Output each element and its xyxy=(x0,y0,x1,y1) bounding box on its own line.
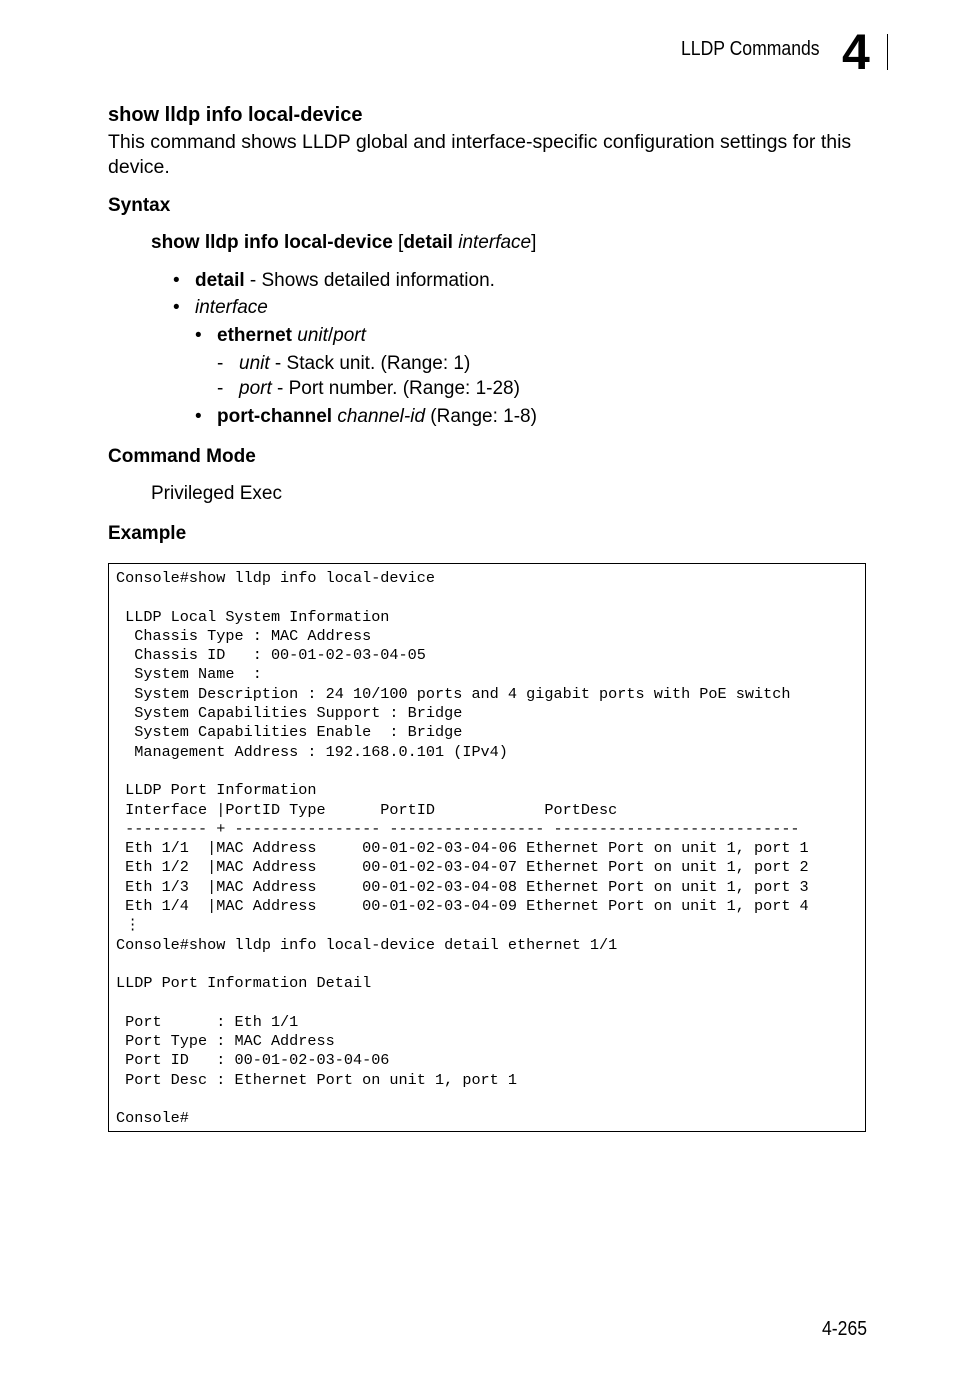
sub-bullet-port-text: - Port number. (Range: 1-28) xyxy=(271,378,520,399)
bullet-detail-text: - Shows detailed information. xyxy=(244,270,495,291)
bullet-interface-term: interface xyxy=(195,297,268,318)
bullet-ethernet-term: ethernet xyxy=(217,325,292,346)
chapter-tab xyxy=(842,24,888,80)
bullet-ethernet-slash: / xyxy=(327,325,334,346)
dash-marker-unit: - xyxy=(217,353,224,374)
sub-bullet-unit-text: - Stack unit. (Range: 1) xyxy=(269,353,471,374)
command-description: This command shows LLDP global and interface-specific configuration settings for this device. xyxy=(108,131,852,178)
syntax-heading: Syntax xyxy=(108,195,171,216)
bullet-marker-port-channel: • xyxy=(195,406,202,427)
bullet-port-channel-term: port-channel xyxy=(217,406,333,427)
bullet-ethernet xyxy=(217,325,366,347)
sub-bullet-port xyxy=(239,378,520,400)
bullet-port-channel xyxy=(217,406,537,428)
sub-bullet-unit-term: unit xyxy=(239,353,270,374)
syntax-line xyxy=(151,232,536,254)
syntax-detail-keyword: detail xyxy=(403,232,453,253)
bullet-marker-interface: • xyxy=(173,297,180,318)
bullet-ethernet-unit: unit xyxy=(297,325,328,346)
running-header: LLDP Commands xyxy=(681,38,820,60)
sub-bullet-port-term: port xyxy=(239,378,272,399)
page-number: 4-265 xyxy=(822,1318,868,1340)
bullet-port-channel-arg: channel-id xyxy=(337,406,426,427)
bullet-marker-detail: • xyxy=(173,270,180,291)
bullet-marker-ethernet: • xyxy=(195,325,202,346)
sub-bullet-unit xyxy=(239,353,470,375)
command-mode-heading: Command Mode xyxy=(108,446,256,467)
bullet-ethernet-port: port xyxy=(333,325,366,346)
command-title: show lldp info local-device xyxy=(108,104,363,126)
bullet-detail xyxy=(195,270,495,292)
command-mode-value: Privileged Exec xyxy=(151,483,282,504)
syntax-close-bracket: ] xyxy=(531,232,537,253)
syntax-interface-param: interface xyxy=(458,232,532,253)
example-code-box xyxy=(108,563,866,1132)
chapter-number: 4 xyxy=(842,24,870,80)
bullet-detail-term: detail xyxy=(195,270,245,291)
example-heading: Example xyxy=(108,523,187,544)
bullet-port-channel-text: (Range: 1-8) xyxy=(425,406,537,427)
example-code: Console#show lldp info local-device LLDP Local System Information Chassis Type : MAC Address Chassis ID : 00-01-02-03-04-05 System Name : System Description : 24 10/100 ports and 4 gigabit ports with PoE switch System Capabilities Support : Bridge System Capabilities Enable : Bridge Management Address : 192.168.0.101 (IPv4) LLDP Port Information Interface |PortID Type PortID PortDesc --------- + ---------------- ----------------- --------------------------- Eth 1/1 |MAC Address 00-01-02-03-04-06 Ethernet Port on unit 1, port 1 Eth 1/2 |MAC Address 00-01-02-03-04-07 Ethernet Port on unit 1, port 2 Eth 1/3 |MAC Address 00-01-02-03-04-08 Ethernet Port on unit 1, port 3 Eth 1/4 |MAC Address 00-01-02-03-04-09 Ethernet Port on unit 1, port 4 ⋮ Console#show lldp info local-device detail ethernet 1/1 LLDP Port Information Detail Port : Eth 1/1 Port Type : MAC Address Port ID : 00-01-02-03-04-06 Port Desc : Ethernet Port on unit 1, port 1 Console# xyxy=(116,569,809,1128)
syntax-command: show lldp info local-device xyxy=(151,232,393,253)
dash-marker-port: - xyxy=(217,378,224,399)
syntax-open-bracket: [ xyxy=(398,232,404,253)
